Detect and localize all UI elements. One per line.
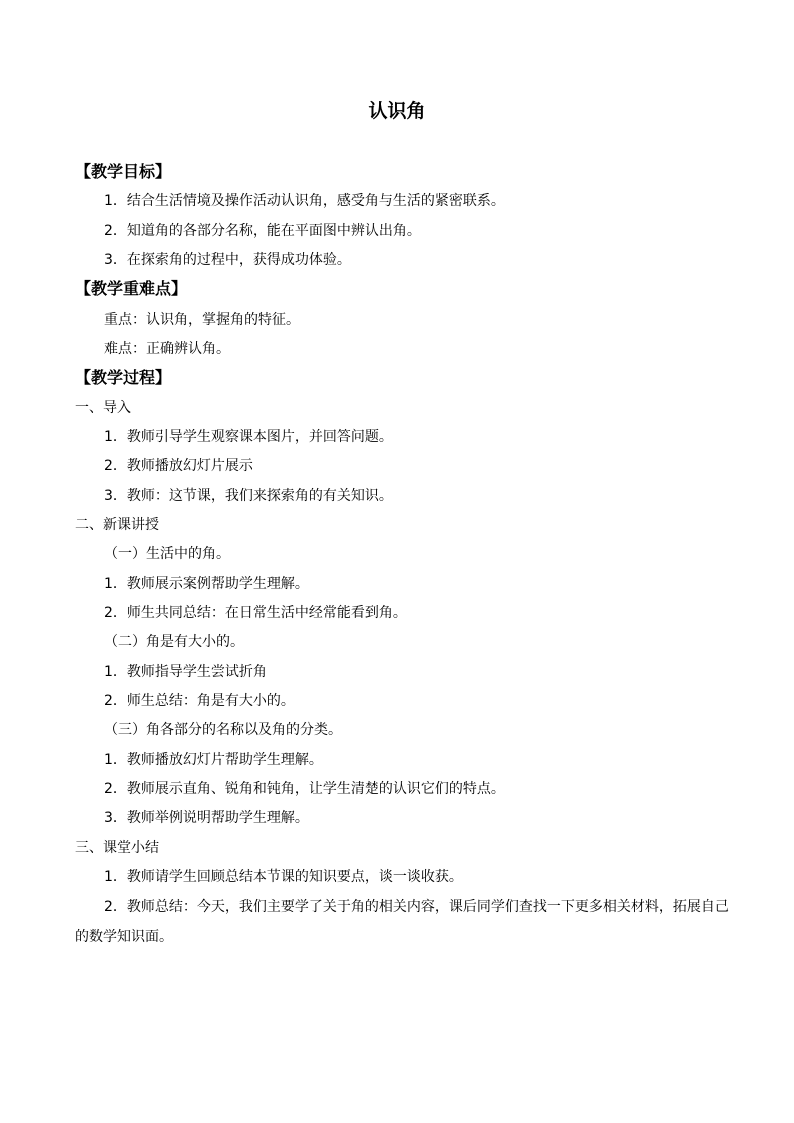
- part-title-summary: 三、课堂小结: [75, 840, 159, 856]
- objective-item-3: 3．在探索角的过程中，获得成功体验。: [104, 252, 351, 268]
- document-title: 认识角: [368, 100, 426, 122]
- heading-objectives: 【教学目标】: [75, 162, 172, 181]
- summary-item-2: 2．教师总结：今天，我们主要学了关于角的相关内容，课后同学们查找一下更多相关材料，拓展自己的数学知识面。: [75, 899, 729, 945]
- subsection-title-1: （一）生活中的角。: [104, 546, 230, 562]
- objective-item-2: 2．知道角的各部分名称，能在平面图中辨认出角。: [104, 223, 421, 239]
- key-point-difficulty: 难点：正确辨认角。: [104, 341, 230, 357]
- subsection-title-3: （三）角各部分的名称以及角的分类。: [104, 722, 342, 738]
- subsection2-item-1: 1．教师指导学生尝试折角: [104, 664, 267, 680]
- subsection3-item-3: 3．教师举例说明帮助学生理解。: [104, 810, 309, 826]
- subsection2-item-2: 2．师生总结：角是有大小的。: [104, 693, 295, 709]
- subsection1-item-2: 2．师生共同总结：在日常生活中经常能看到角。: [104, 605, 407, 621]
- intro-item-1: 1．教师引导学生观察课本图片，并回答问题。: [104, 429, 393, 445]
- intro-item-2: 2．教师播放幻灯片展示: [104, 458, 253, 474]
- objective-item-1: 1．结合生活情境及操作活动认识角，感受角与生活的紧密联系。: [104, 193, 505, 209]
- heading-process: 【教学过程】: [75, 368, 172, 387]
- heading-key-points: 【教学重难点】: [75, 279, 188, 298]
- summary-item-1: 1．教师请学生回顾总结本节课的知识要点，谈一谈收获。: [104, 869, 463, 885]
- subsection1-item-1: 1．教师展示案例帮助学生理解。: [104, 576, 309, 592]
- intro-item-3: 3．教师：这节课，我们来探索角的有关知识。: [104, 488, 393, 504]
- key-point-focus: 重点：认识角，掌握角的特征。: [104, 312, 300, 328]
- part-title-intro: 一、导入: [75, 400, 131, 416]
- subsection3-item-2: 2．教师展示直角、锐角和钝角，让学生清楚的认识它们的特点。: [104, 781, 505, 797]
- subsection3-item-1: 1．教师播放幻灯片帮助学生理解。: [104, 752, 323, 768]
- part-title-new-lesson: 二、新课讲授: [75, 517, 159, 533]
- subsection-title-2: （二）角是有大小的。: [104, 634, 244, 650]
